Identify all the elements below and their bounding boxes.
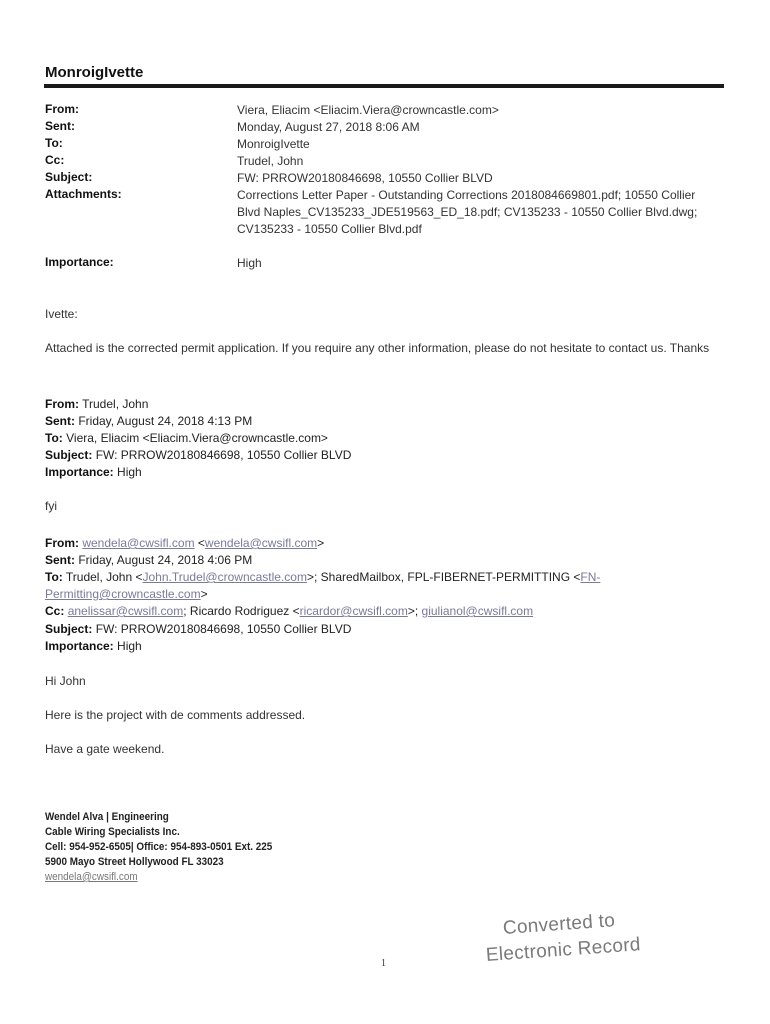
title-rule [44, 84, 724, 88]
from-label: From: [45, 102, 79, 116]
fwd1-to [45, 430, 735, 447]
to-label: To: [45, 136, 63, 150]
page-number: 1 [381, 958, 386, 969]
fwd1-from-label: From: [45, 397, 79, 411]
fwd1-sent [45, 413, 735, 430]
fwd2-to-mid: >; SharedMailbox, FPL-FIBERNET-PERMITTING < [306, 570, 581, 584]
fwd2-cc-email-link-3[interactable]: giulianol@cwsifl.com [421, 604, 534, 618]
fwd2-to-end: > [200, 587, 208, 601]
fwd2-subject-value: FW: PRROW20180846698, 10550 Collier BLVD [95, 622, 352, 636]
fwd2-cc-email-link-2[interactable]: ricardor@cwsifl.com [299, 604, 408, 618]
message-greeting: Ivette: [45, 307, 78, 321]
fwd2-line2: Have a gate weekend. [45, 742, 165, 756]
fwd2-from-lt: < [194, 536, 205, 550]
fwd1-from-value: Trudel, John [82, 397, 149, 411]
fwd2-sent-value: Friday, August 24, 2018 4:06 PM [78, 553, 253, 567]
fwd1-importance-label: Importance: [45, 465, 114, 479]
subject-label: Subject: [45, 170, 93, 184]
from-value: Viera, Eliacim <Eliacim.Viera@crowncastle.com> [237, 103, 499, 117]
signature-company: Cable Wiring Specialists Inc. [45, 826, 180, 838]
fwd1-subject-value: FW: PRROW20180846698, 10550 Collier BLVD [95, 448, 352, 462]
signature-email-link[interactable]: wendela@cwsifl.com [45, 871, 138, 883]
fwd2-to-label: To: [45, 570, 63, 584]
fwd2-sent [45, 552, 735, 569]
sent-label: Sent: [45, 119, 75, 133]
fwd2-importance-label: Importance: [45, 639, 114, 653]
fwd2-line1: Here is the project with de comments addressed. [45, 708, 306, 722]
fwd2-cc-email-link-1[interactable]: anelissar@cwsifl.com [67, 604, 184, 618]
fwd2-importance [45, 638, 735, 655]
signature-name: Wendel Alva | Engineering [45, 811, 169, 823]
fwd2-to-email-link-2b[interactable]: Permitting@crowncastle.com [45, 587, 201, 601]
fwd1-to-label: To: [45, 431, 63, 445]
fwd1-body: fyi [45, 499, 57, 513]
fwd2-from-email-link-2[interactable]: wendela@cwsifl.com [204, 536, 318, 550]
fwd2-cc-label: Cc: [45, 604, 65, 618]
importance-value: High [237, 256, 262, 270]
fwd2-from-label: From: [45, 536, 79, 550]
cc-value: Trudel, John [237, 154, 304, 168]
mailbox-owner-title: MonroigIvette [45, 64, 144, 81]
sent-value: Monday, August 27, 2018 8:06 AM [237, 120, 420, 134]
fwd2-cc [45, 603, 735, 620]
fwd2-importance-value: High [117, 639, 142, 653]
fwd1-sent-label: Sent: [45, 414, 75, 428]
fwd2-from-gt: > [317, 536, 325, 550]
fwd1-to-value: Viera, Eliacim <Eliacim.Viera@crowncastle.com> [66, 431, 328, 445]
fwd2-to [45, 569, 735, 586]
attachments-value: Corrections Letter Paper - Outstanding Corrections 2018084669801.pdf; 10550 Collier Blvd Naples_CV135233_JDE519563_ED_18.pdf; CV135233 - 10550 Collier Blvd.dwg; CV135233 - 10550 Collier Blvd.pdf [237, 188, 698, 236]
message-body: Attached is the corrected permit application. If you require any other information, please do not hesitate to contact us. Thanks [45, 341, 710, 355]
fwd1-importance [45, 464, 735, 481]
fwd2-to-email-link[interactable]: John.Trudel@crowncastle.com [142, 570, 307, 584]
fwd1-sent-value: Friday, August 24, 2018 4:13 PM [78, 414, 253, 428]
fwd2-greeting: Hi John [45, 674, 86, 688]
fwd1-subject [45, 447, 735, 464]
fwd2-cc-mid: ; Ricardo Rodriguez < [183, 604, 300, 618]
fwd1-subject-label: Subject: [45, 448, 93, 462]
fwd2-subject-label: Subject: [45, 622, 93, 636]
fwd1-from [45, 396, 735, 413]
signature-address: 5900 Mayo Street Hollywood FL 33023 [45, 856, 224, 868]
attachments-label: Attachments: [45, 187, 122, 201]
to-value: MonroigIvette [237, 137, 310, 151]
subject-value: FW: PRROW20180846698, 10550 Collier BLVD [237, 171, 493, 185]
fwd2-from-email-link[interactable]: wendela@cwsifl.com [82, 536, 195, 550]
fwd2-sent-label: Sent: [45, 553, 75, 567]
importance-label: Importance: [45, 255, 114, 269]
fwd2-to-pre: Trudel, John < [65, 570, 143, 584]
cc-label: Cc: [45, 153, 65, 167]
converted-stamp-line2: Electronic Record [485, 934, 642, 966]
fwd2-to-cont [45, 586, 735, 603]
fwd2-to-email-link-2a[interactable]: FN- [580, 570, 601, 584]
converted-stamp-line1: Converted to [502, 910, 616, 939]
fwd2-subject [45, 621, 735, 638]
signature-phones: Cell: 954-952-6505| Office: 954-893-0501 Ext. 225 [45, 841, 273, 853]
fwd1-importance-value: High [117, 465, 142, 479]
fwd2-cc-sep: >; [407, 604, 422, 618]
fwd2-from [45, 535, 735, 552]
